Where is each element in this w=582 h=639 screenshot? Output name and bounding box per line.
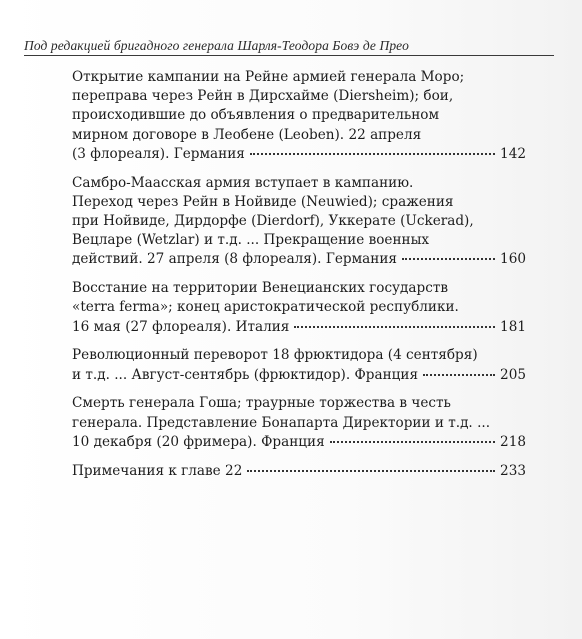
toc-entry-last-line — [72, 433, 526, 452]
toc-entry-text: 10 декабря (20 фримера). Франция — [72, 433, 325, 450]
page-number: 142 — [500, 145, 526, 162]
toc-entry-line: происходившие до объявления о предварительном — [72, 107, 440, 124]
toc-entry-line: Самбро-Маасская армия вступает в кампанию. — [72, 174, 414, 191]
toc-entry-notes — [72, 462, 526, 481]
toc-entry-line: мирном договоре в Леобене (Leoben). 22 апреля — [72, 126, 422, 143]
toc-entry-text: 16 мая (27 флореаля). Италия — [72, 318, 290, 335]
dot-leader — [402, 258, 495, 260]
page-number: 233 — [500, 462, 526, 479]
toc-entry — [72, 346, 526, 384]
toc-entry-line: при Нойвиде, Дирдорфе (Dierdorf), Уккерате (Uckerad), — [72, 213, 474, 230]
header-rule — [24, 55, 554, 56]
toc-entry-text: и т.д. ... Август-сентябрь (фрюктидор). Франция — [72, 366, 419, 383]
dot-leader — [250, 153, 495, 155]
toc-entry-last-line — [72, 145, 526, 164]
dot-leader — [330, 441, 495, 443]
toc-entry-last-line — [72, 318, 526, 337]
toc-entry-line: Революционный переворот 18 фрюктидора (4 сентября) — [72, 347, 478, 364]
dot-leader — [423, 374, 495, 376]
page-number: 160 — [500, 251, 526, 268]
toc-entry-line: Восстание на территории Венецианских государств — [72, 280, 449, 297]
page-number: 205 — [500, 366, 526, 383]
toc-entry-line: переправа через Рейн в Дирсхайме (Diersheim); бои, — [72, 88, 454, 105]
toc-entry-last-line — [72, 462, 526, 481]
toc-entry — [72, 394, 526, 452]
toc-entry-text: Примечания к главе 22 — [72, 462, 243, 479]
toc-entry-text: (3 флореаля). Германия — [72, 145, 245, 162]
toc-entry-line: Смерть генерала Гоша; траурные торжества в честь — [72, 395, 451, 412]
dot-leader — [247, 470, 495, 472]
toc-entry — [72, 174, 526, 270]
toc-entry-line: генерала. Представление Бонапарта Директории и т.д. ... — [72, 414, 491, 431]
toc-entry — [72, 279, 526, 337]
toc-entry-text: действий. 27 апреля (8 флореаля). Германия — [72, 251, 397, 268]
toc-entry-last-line — [72, 366, 526, 385]
toc-entry-last-line — [72, 250, 526, 269]
toc-entry-line: Открытие кампании на Рейне армией генерала Моро; — [72, 69, 465, 85]
toc-entry-line: Вецларе (Wetzlar) и т.д. ... Прекращение военных — [72, 232, 430, 249]
page-number: 218 — [500, 433, 526, 450]
toc-entry-line: «terra ferma»; конец аристократической республики. — [72, 299, 459, 316]
running-head: Под редакцией бригадного генерала Шарля-Теодора Бовэ де Прео — [24, 38, 409, 53]
table-of-contents — [72, 68, 526, 490]
toc-entry — [72, 68, 526, 164]
page-number: 181 — [500, 318, 526, 335]
dot-leader — [294, 326, 495, 328]
toc-entry-line: Переход через Рейн в Нойвиде (Neuwied); сражения — [72, 193, 454, 210]
